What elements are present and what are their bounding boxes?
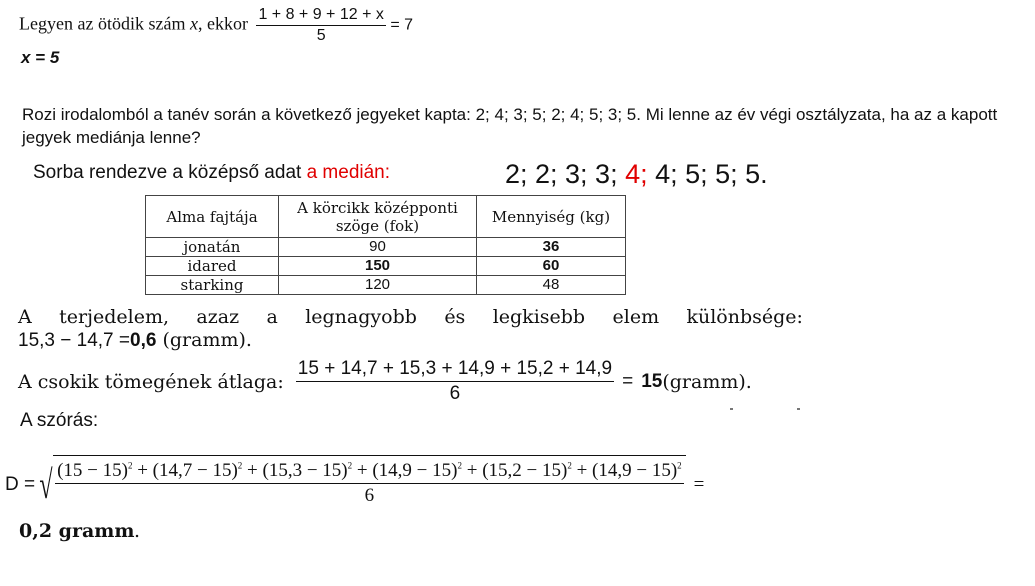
radicand xyxy=(53,455,686,515)
task1-lead: Legyen az ötödik szám xyxy=(19,13,186,34)
table-cell: starking xyxy=(146,276,279,295)
stddev-formula xyxy=(5,455,704,515)
squared-term: (14,9 − 15) xyxy=(372,460,458,481)
stddev-lhs: D = xyxy=(5,474,36,495)
mean-label: A csokik tömegének átlaga: xyxy=(18,370,284,393)
task1-result: = 7 xyxy=(390,16,414,34)
range-word: azaz xyxy=(196,306,240,328)
sorted-label: Sorba rendezve a középső adat xyxy=(33,162,307,183)
squared-term: (14,7 − 15) xyxy=(152,460,238,481)
task1-fraction xyxy=(256,6,385,45)
mean-unit: (gramm). xyxy=(662,370,752,393)
range-expression xyxy=(18,329,252,352)
table-row xyxy=(146,238,626,257)
plus-sign: + xyxy=(352,460,373,481)
range-word: legnagyobb xyxy=(305,306,417,328)
mean-line xyxy=(18,358,752,405)
plus-sign: + xyxy=(461,460,483,481)
task1-line xyxy=(19,6,413,45)
mean-eq: = xyxy=(622,370,634,392)
squared-term: (15 − 15) xyxy=(57,460,128,481)
table-header-row xyxy=(146,196,626,238)
table-header: A körcikk középponti szöge (fok) xyxy=(279,196,477,238)
table-row xyxy=(146,276,626,295)
table-cell: 120 xyxy=(279,276,477,295)
sqrt-symbol xyxy=(35,455,686,515)
sorted-sequence xyxy=(505,159,768,190)
range-sentence xyxy=(18,306,803,328)
task1-numerator: 1 + 8 + 9 + 12 + x xyxy=(256,6,385,26)
range-expr: 15,3 − 14,7 = xyxy=(18,330,130,351)
range-value: 0,6 xyxy=(130,330,157,351)
radical-icon: √ xyxy=(39,462,53,507)
range-word: a xyxy=(266,306,278,328)
mean-numerator: 15 + 14,7 + 15,3 + 14,9 + 15,2 + 14,9 xyxy=(296,358,614,382)
squared-term: (15,2 − 15) xyxy=(482,460,568,481)
task1-answer: x = 5 xyxy=(21,48,60,67)
exponent: 2 xyxy=(347,460,353,471)
median-label: a medián: xyxy=(306,162,391,183)
median-value: 4; xyxy=(625,159,648,189)
table-cell: 36 xyxy=(477,238,626,257)
stddev-result-period: . xyxy=(134,520,141,542)
range-word: és xyxy=(444,306,466,328)
task1-mid: , ekkor xyxy=(197,13,248,34)
mean-fraction xyxy=(296,358,614,405)
sorted-after: 4; 5; 5; 5. xyxy=(647,159,768,189)
range-word: különbsége: xyxy=(686,306,803,328)
squared-term: (14,9 − 15) xyxy=(592,460,678,481)
table-cell: 60 xyxy=(477,257,626,276)
task2-question: Rozi irodalomból a tanév során a következő jegyeket kapta: 2; 4; 3; 5; 2; 4; 5; 3; 5. Mi lenne az év végi osztályzata, ha az a kapott jegyek mediánja lenne? xyxy=(22,105,998,147)
range-word: terjedelem, xyxy=(59,306,170,328)
range-word: elem xyxy=(612,306,660,328)
stddev-result: 0,2 gramm xyxy=(19,520,135,542)
table-row xyxy=(146,257,626,276)
mean-denominator: 6 xyxy=(449,383,461,404)
table-cell: jonatán xyxy=(146,238,279,257)
table-cell: 150 xyxy=(279,257,477,276)
mean-value: 15 xyxy=(641,370,663,392)
plus-sign: + xyxy=(242,460,263,481)
sorted-before: 2; 2; 3; 3; xyxy=(505,159,626,189)
exponent: 2 xyxy=(567,460,572,471)
plus-sign: + xyxy=(571,460,593,481)
range-word: A xyxy=(18,306,32,328)
table-cell: 90 xyxy=(279,238,477,257)
exponent: 2 xyxy=(127,460,133,471)
stddev-label: A szórás: xyxy=(20,410,99,431)
squared-term: (15,3 − 15) xyxy=(262,460,348,481)
stddev-denominator: 6 xyxy=(364,485,375,506)
table-cell: 48 xyxy=(477,276,626,295)
median-label-line xyxy=(33,162,390,184)
stddev-eq: = xyxy=(693,474,705,495)
exponent: 2 xyxy=(457,460,462,471)
plus-sign: + xyxy=(132,460,153,481)
stddev-fraction xyxy=(55,460,684,507)
exponent: 2 xyxy=(237,460,243,471)
table-cell: idared xyxy=(146,257,279,276)
range-unit: (gramm). xyxy=(156,329,252,351)
stray-mark xyxy=(730,408,733,410)
stray-mark xyxy=(797,408,800,410)
table-header: Alma fajtája xyxy=(146,196,279,238)
stddev-numerator xyxy=(55,460,684,484)
task1-denominator: 5 xyxy=(316,27,326,44)
apple-table xyxy=(145,195,626,295)
table-header: Mennyiség (kg) xyxy=(477,196,626,238)
range-word: legkisebb xyxy=(492,306,586,328)
exponent: 2 xyxy=(677,460,682,471)
task1-var: x xyxy=(189,13,198,34)
